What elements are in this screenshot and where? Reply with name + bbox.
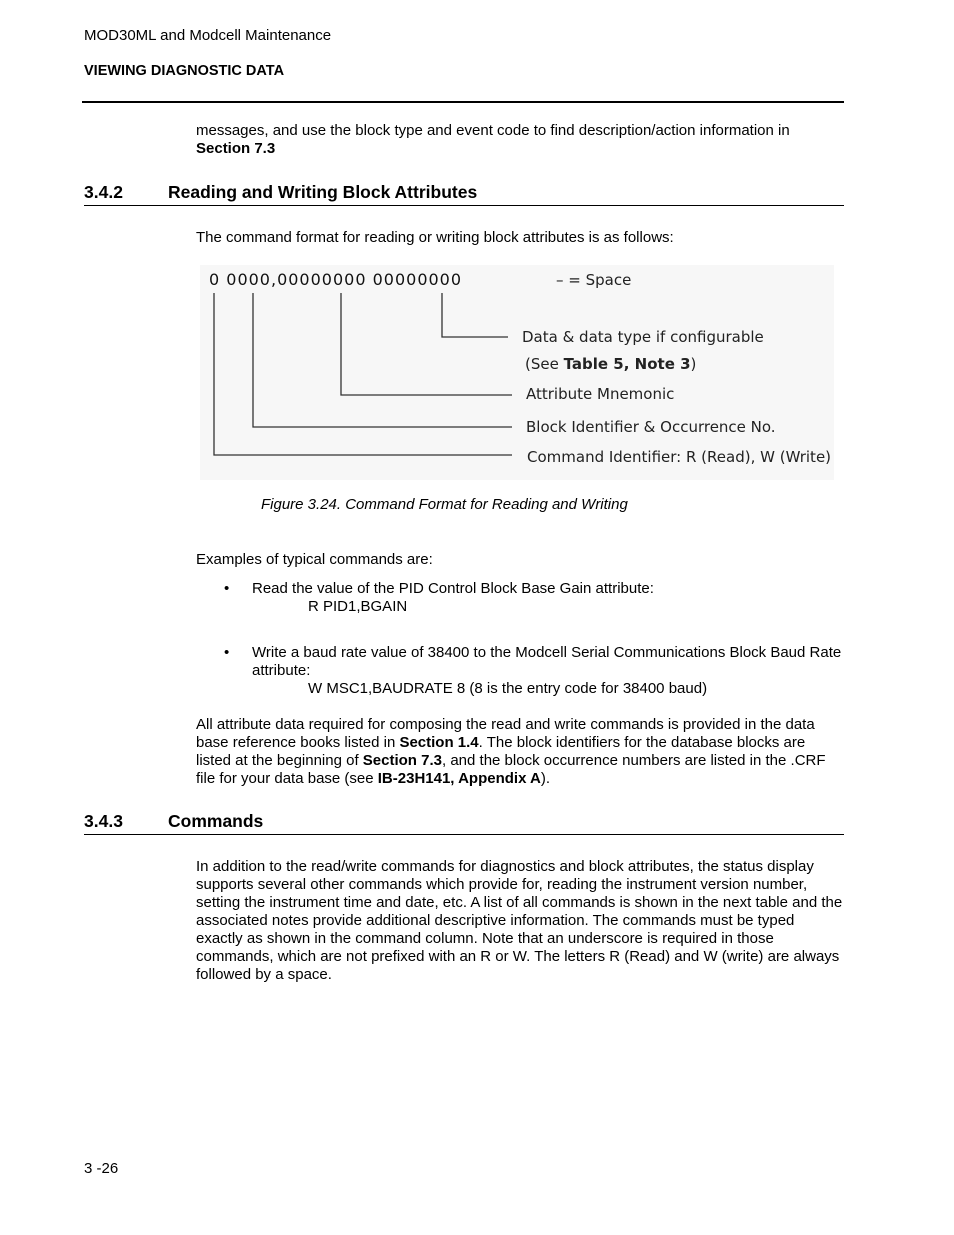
attr-text-4: ).: [540, 770, 551, 787]
section-7-3-ref: Section 7.3: [362, 752, 442, 769]
appendix-ref: IB-23H141, Appendix A: [377, 770, 541, 787]
example-item-write: [224, 644, 844, 680]
section-title: Commands: [168, 811, 264, 831]
see-table-ref: Table 5, Note 3: [563, 355, 691, 373]
section-1-4-ref: Section 1.4: [399, 734, 479, 751]
leader-block: [253, 293, 512, 427]
example-write-text: Write a baud rate value of 38400 to the Modcell Serial Communications Block Baud Rate attribute:: [252, 644, 842, 679]
attr-text-1: All attribute data required for composing the read and write commands is provided in the data base reference books listed in: [196, 716, 815, 751]
see-prefix: (See: [525, 355, 564, 373]
attr-text-2: . The block identifiers for the database blocks are listed at the beginning of: [196, 734, 806, 769]
leader-lines: [214, 293, 512, 455]
intro-section-ref: Section 7.3: [196, 140, 276, 157]
example-read-text: Read the value of the PID Control Block Base Gain attribute:: [252, 580, 654, 597]
label-data-type: Data & data type if configurable: [522, 328, 764, 346]
intro-paragraph: [196, 122, 844, 158]
intro-text: messages, and use the block type and event code to find description/action information in: [196, 122, 790, 139]
leader-command: [214, 293, 512, 455]
format-code: 0 0000,00000000 00000000: [209, 270, 463, 289]
header-divider: [82, 101, 844, 103]
space-legend: – = Space: [556, 271, 632, 289]
figure-caption: Figure 3.24. Command Format for Reading and Writing: [261, 496, 628, 513]
section-number: 3.4.2: [84, 182, 123, 202]
example-read-command: R PID1,BGAIN: [308, 598, 408, 615]
section-title: Reading and Writing Block Attributes: [168, 182, 478, 202]
bullet-icon: •: [224, 580, 230, 597]
example-write-command: W MSC1,BAUDRATE 8 (8 is the entry code for 38400 baud): [308, 680, 708, 697]
section-heading-3-4-2: [84, 182, 844, 206]
page-number: 3 -26: [84, 1160, 119, 1177]
section-heading-3-4-3: [84, 811, 844, 835]
attribute-data-paragraph: [196, 716, 844, 788]
attr-text-3: , and the block occurrence numbers are listed in the .CRF file for your data base (see: [196, 752, 826, 787]
document-title: MOD30ML and Modcell Maintenance: [84, 27, 332, 44]
leader-mnemonic: [341, 293, 512, 395]
bullet-icon: •: [224, 644, 230, 661]
see-suffix: ): [690, 355, 697, 373]
label-command-identifier: Command Identifier: R (Read), W (Write): [527, 448, 832, 466]
section-number: 3.4.3: [84, 811, 123, 831]
label-block-identifier: Block Identifier & Occurrence No.: [526, 418, 776, 436]
diagram-svg: [200, 265, 834, 480]
command-format-lead: The command format for reading or writing block attributes is as follows:: [196, 229, 674, 246]
label-attribute-mnemonic: Attribute Mnemonic: [526, 385, 675, 403]
examples-lead: Examples of typical commands are:: [196, 551, 433, 568]
running-section-title: VIEWING DIAGNOSTIC DATA: [84, 63, 285, 79]
label-see-table: [525, 355, 696, 373]
commands-paragraph: In addition to the read/write commands for diagnostics and block attributes, the status display supports several other commands which provide for, reading the instrument version number, setting the instrument time and date, etc. A list of all commands is shown in the next table and the associated notes provide additional descriptive information. The commands must be typed exactly as shown in the command column. Note that an underscore is required in those commands, which are not prefixed with an R or W. The letters R (Read) and W (write) are always followed by a space.: [196, 858, 843, 983]
command-format-diagram: [200, 265, 834, 480]
leader-data: [442, 293, 508, 337]
